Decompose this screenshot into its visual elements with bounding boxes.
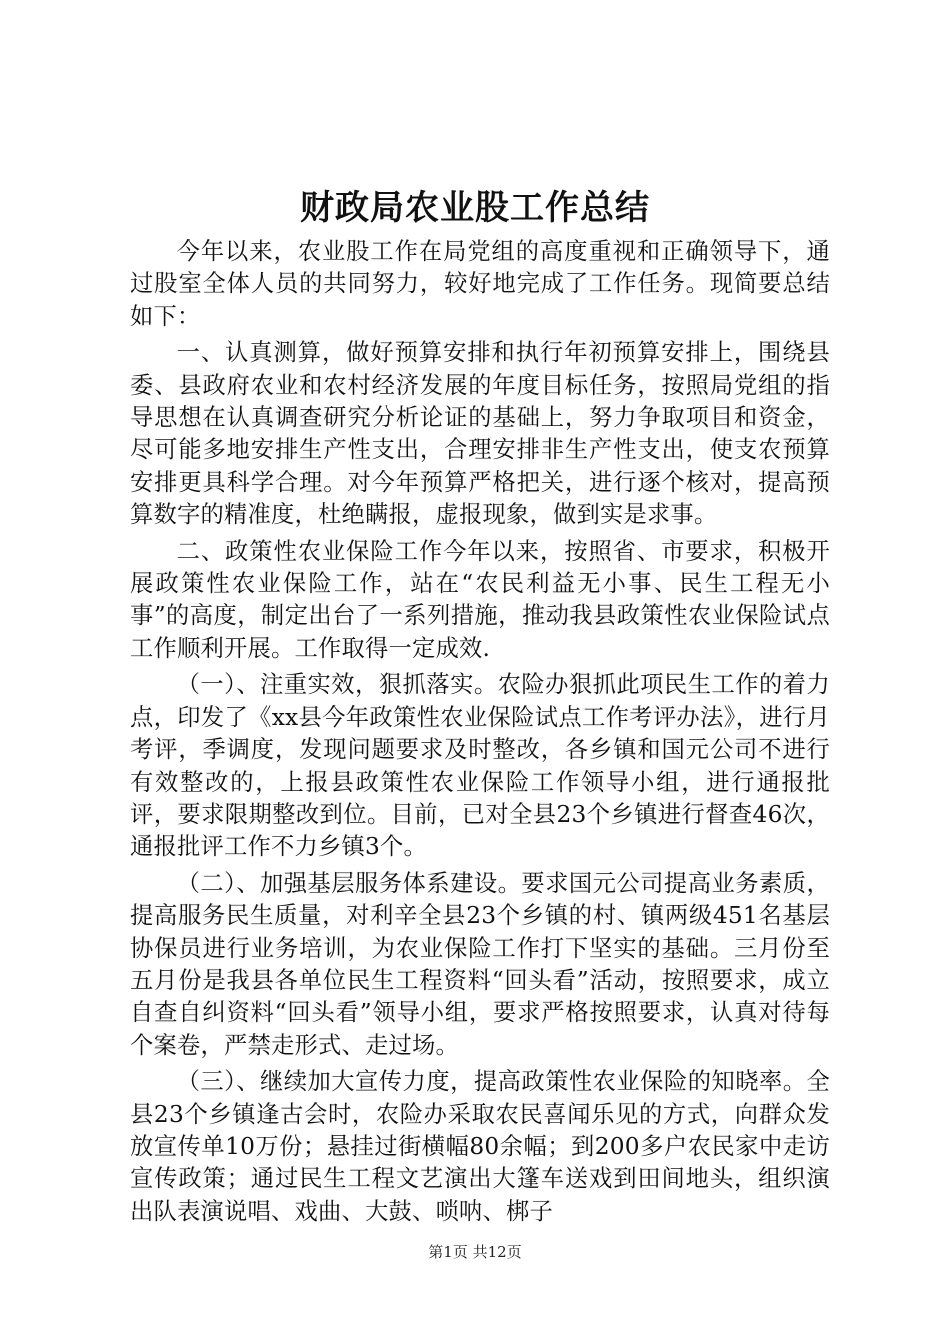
paragraph-subsection-3: （三）、继续加大宣传力度，提高政策性农业保险的知晓率。全县23个乡镇逢古会时，农险办采取农民喜闻乐见的方式，向群众发放宣传单10万份；悬挂过街横幅80余幅；到200多户农民家中走访宣传政策；通过民生工程文艺演出大篷车送戏到田间地头，组织演出队表演说唱、戏曲、大鼓、唢呐、梆子 bbox=[130, 1068, 830, 1225]
paragraph-section-1: 一、认真测算，做好预算安排和执行年初预算安排上，围绕县委、县政府农业和农村经济发展的年度目标任务，按照局党组的指导思想在认真调查研究分析论证的基础上，努力争取项目和资金，尽可能多地安排生产性支出，合理安排非生产性支出，使支农预算安排更具科学合理。对今年预算严格把关，进行逐个核对，提高预算数字的精准度，杜绝瞒报，虚报现象，做到实是求事。 bbox=[130, 339, 830, 529]
paragraph-subsection-1: （一）、注重实效，狠抓落实。农险办狠抓此项民生工作的着力点，印发了《xx县今年政策性农业保险试点工作考评办法》，进行月考评，季调度，发现问题要求及时整改，各乡镇和国元公司不进行有效整改的，上报县政策性农业保险工作领导小组，进行通报批评，要求限期整改到位。目前，已对全县23个乡镇进行督查46次，通报批评工作不力乡镇3个。 bbox=[130, 671, 830, 861]
document-body bbox=[130, 236, 830, 1232]
paragraph-section-2: 二、政策性农业保险工作今年以来，按照省、市要求，积极开展政策性农业保险工作，站在“农民利益无小事、民生工程无小事”的高度，制定出台了一系列措施，推动我县政策性农业保险试点工作顺利开展。工作取得一定成效. bbox=[130, 537, 830, 662]
paragraph-subsection-2: （二）、加强基层服务体系建设。要求国元公司提高业务素质，提高服务民生质量，对利辛全县23个乡镇的村、镇两级451名基层协保员进行业务培训，为农业保险工作打下坚实的基础。三月份至五月份是我县各单位民生工程资料“回头看”活动，按照要求，成立自查自纠资料“回头看”领导小组，要求严格按照要求，认真对待每个案卷，严禁走形式、走过场。 bbox=[130, 869, 830, 1059]
paragraph-intro: 今年以来，农业股工作在局党组的高度重视和正确领导下，通过股室全体人员的共同努力，较好地完成了工作任务。现简要总结如下： bbox=[130, 238, 830, 330]
page-number-footer: 第1页 共12页 bbox=[428, 1243, 522, 1261]
document-title: 财政局农业股工作总结 bbox=[300, 188, 650, 228]
